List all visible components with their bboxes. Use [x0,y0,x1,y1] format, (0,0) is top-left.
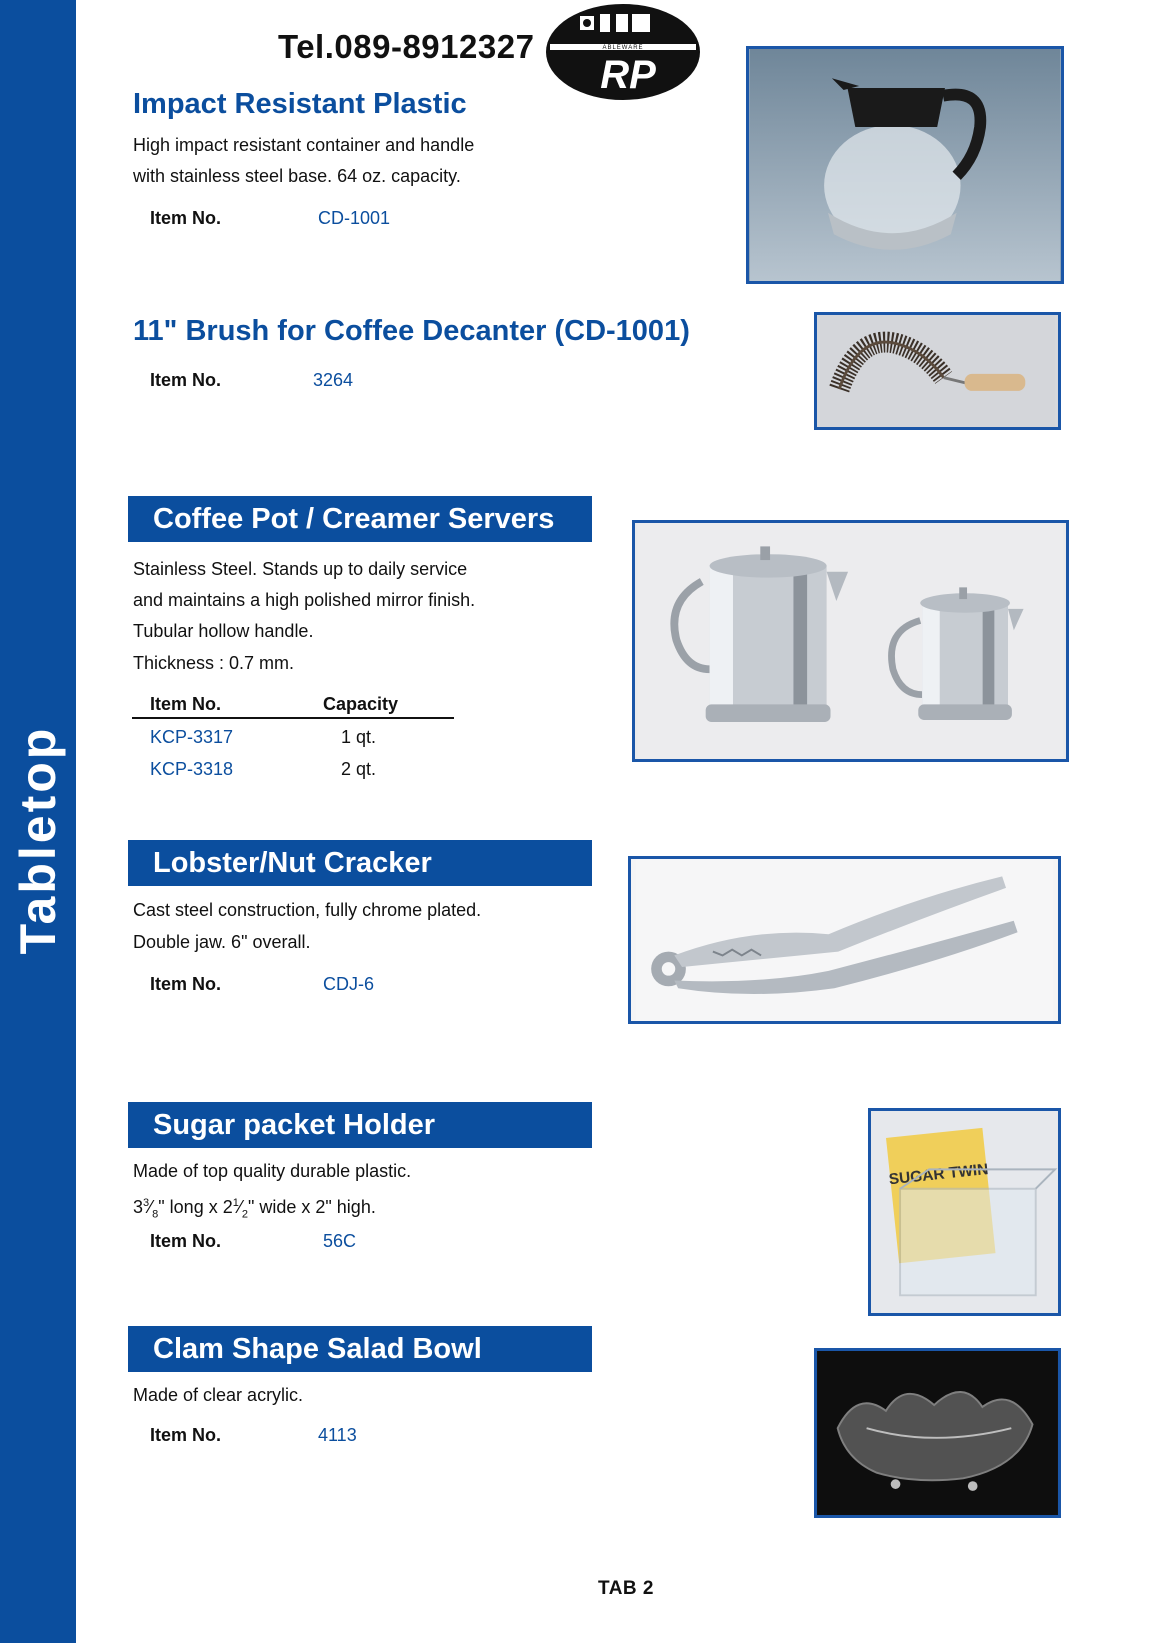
product-photo [746,46,1064,284]
nut-cracker-icon [631,859,1058,1021]
product-description-line: Tubular hollow handle. [133,621,314,641]
item-number-value: 3264 [313,370,354,390]
page-footer-tab: TAB 2 [598,1578,654,1599]
section-header-band [128,496,592,542]
item-number-label: Item No. [150,1231,222,1251]
product-description-line: High impact resistant container and handle [133,135,475,155]
table-cell-item: KCP-3317 [150,727,234,747]
sidebar-label: Tabletop [10,725,66,955]
table-divider [132,717,454,719]
item-number-label: Item No. [150,974,222,994]
section-header-band [128,1102,592,1148]
table-cell-capacity: 2 qt. [341,759,377,779]
product-title: Coffee Pot / Creamer Servers [153,503,555,535]
product-photo [814,312,1061,430]
item-number-label: Item No. [150,370,222,390]
table-header-capacity: Capacity [323,694,399,714]
item-number-value: CDJ-6 [323,974,375,994]
brand-logo [544,0,702,104]
table-cell-capacity: 1 qt. [341,727,377,747]
coffee-decanter-icon [749,49,1061,281]
product-description-line: Double jaw. 6" overall. [133,932,311,952]
svg-text:RP: RP [600,53,656,97]
product-title: Sugar packet Holder [153,1109,436,1141]
item-number-value: CD-1001 [318,208,391,228]
section-header-band [128,1326,592,1372]
product-description-line: and maintains a high polished mirror finish. [133,590,476,610]
svg-text:ABLEWARE: ABLEWARE [602,45,644,51]
product-photo [632,520,1069,762]
sidebar [0,0,76,1643]
brush-icon [817,315,1058,427]
section-header-band [128,840,592,886]
product-dimensions: $3^3⁄_8$" long x $2^1⁄_2$" wide x 2" high. [133,1197,376,1221]
product-photo [868,1108,1061,1316]
packet-label: SUGAR TWIN [888,1160,990,1189]
product-title: Lobster/Nut Cracker [153,847,432,879]
table-header-item: Item No. [150,694,222,714]
salad-bowl-icon [817,1351,1058,1515]
telephone-number: Tel.089-8912327 [278,28,535,65]
product-photo [628,856,1061,1024]
item-number-label: Item No. [150,1425,222,1445]
product-title: Clam Shape Salad Bowl [153,1333,482,1365]
product-description-line: Made of top quality durable plastic. [133,1161,412,1181]
product-title: Impact Resistant Plastic [133,88,467,120]
sugar-holder-icon [871,1111,1058,1313]
product-title: 11" Brush for Coffee Decanter (CD-1001) [133,315,690,347]
product-description-line: with stainless steel base. 64 oz. capacity. [133,166,461,186]
product-description-line: Cast steel construction, fully chrome plated. [133,900,482,920]
product-description-line: Stainless Steel. Stands up to daily service [133,559,468,579]
coffee-pot-icon [635,523,1066,759]
product-description-line: Made of clear acrylic. [133,1385,304,1405]
product-description-line: Thickness : 0.7 mm. [133,653,295,673]
item-number-value: 56C [323,1231,357,1251]
product-photo [814,1348,1061,1518]
item-number-label: Item No. [150,208,222,228]
table-cell-item: KCP-3318 [150,759,234,779]
item-number-value: 4113 [318,1425,357,1445]
